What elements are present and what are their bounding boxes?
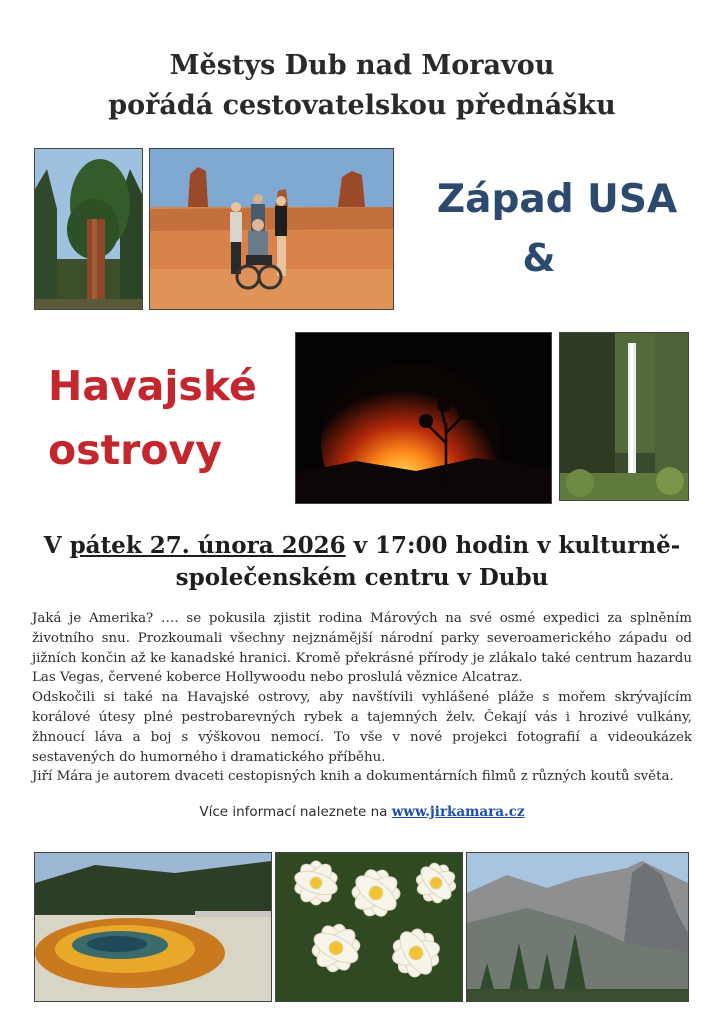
- header-line-2: pořádá cestovatelskou přednášku: [108, 90, 616, 121]
- description: [32, 609, 692, 787]
- more-info: [0, 804, 724, 820]
- monument-valley-photo: [149, 148, 394, 310]
- sequoia-photo: [34, 148, 143, 310]
- description-paragraph-3: Jiří Mára je autorem dvaceti cestopisných knih a dokumentárních filmů z různých koutů světa.: [32, 769, 674, 785]
- header-line-1: Městys Dub nad Moravou: [169, 50, 555, 81]
- yosemite-half-dome-photo: [466, 852, 689, 1002]
- event-date-line-1: V pátek 27. února 2026 v 17:00 hodin v kulturně-: [43, 532, 681, 559]
- ampersand: &: [522, 236, 556, 280]
- volcano-photo: [295, 332, 552, 504]
- more-info-text: Více informací naleznete na: [199, 804, 388, 820]
- topic-hawaii-line-2: ostrovy: [48, 426, 223, 474]
- topic-usa-title: Západ USA: [436, 177, 678, 222]
- event-date: pátek 27. února 2026: [69, 532, 346, 559]
- yellowstone-pool-photo: [34, 852, 272, 1002]
- plumeria-flowers-photo: [275, 852, 463, 1002]
- event-date-line-2: společenském centru v Dubu: [175, 564, 549, 591]
- website-link[interactable]: www.jirkamara.cz: [391, 804, 525, 820]
- description-paragraph-1: Jaká je Amerika? …. se pokusila zjistit rodina Márových na své osmé expedici za splněním životního snu. Prozkoumali všechny nejznámější národní parky severoamerického západu od jižních končin až ke kanadské hranici. Kromě překrásné přírody je zlákalo také centrum hazardu Las Vegas, červené koberce Hollywoodu nebo proslulá věznice Alcatraz.: [32, 611, 692, 686]
- topic-hawaii-line-1: Havajské: [48, 362, 257, 410]
- waterfall-photo: [559, 332, 689, 501]
- description-paragraph-2: Odskočili si také na Havajské ostrovy, aby navštívili vyhlášené pláže s mořem skrývajícím korálové útesy plné pestrobarevných rybek a tajemných želv. Čekají vás i hrozivé vulkány, žhnoucí láva a boj s výškovou nemocí. To vše v nové projekci fotografií a videoukázek sestavených do humorného i dramatického příběhu.: [32, 690, 692, 765]
